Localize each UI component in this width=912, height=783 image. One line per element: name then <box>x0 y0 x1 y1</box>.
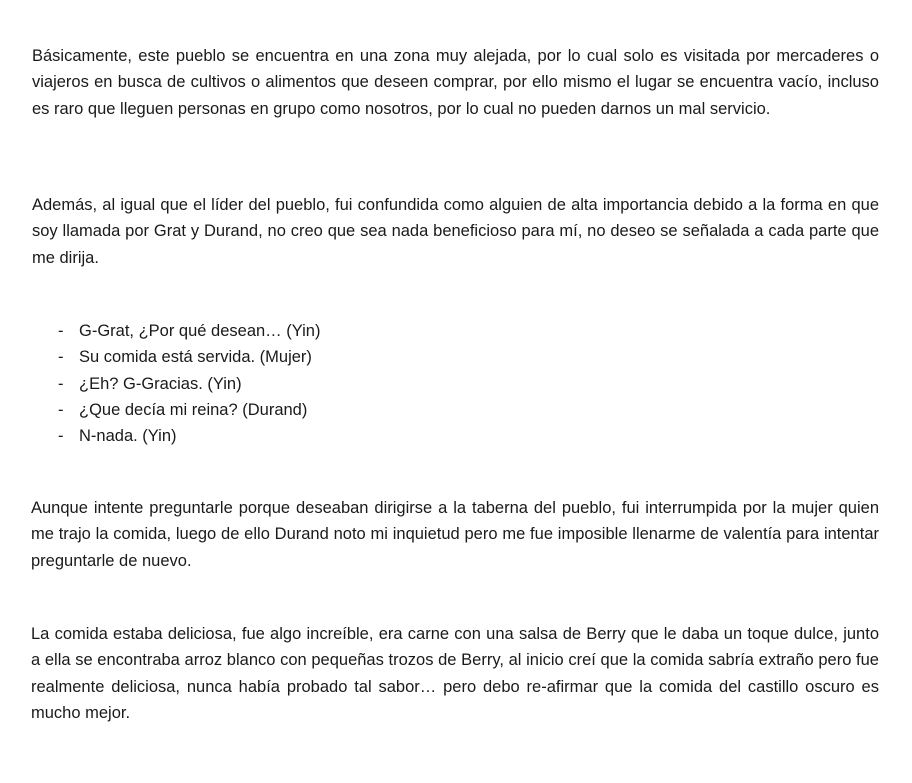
dialogue-text: ¿Eh? G-Gracias. (Yin) <box>79 374 242 393</box>
dialogue-text: N-nada. (Yin) <box>79 427 177 446</box>
dialogue-line <box>58 397 320 423</box>
dialogue-dash: - <box>58 374 64 393</box>
dialogue-line <box>58 318 320 344</box>
dialogue-dash: - <box>58 348 64 367</box>
dialogue-line <box>58 371 320 397</box>
dialogue-dash: - <box>58 427 64 446</box>
paragraph-4: La comida estaba deliciosa, fue algo increíble, era carne con una salsa de Berry que le daba un toque dulce, junto a ella se encontraba arroz blanco con pequeñas trozos de Berry, al inicio creí que la comida sabría extraño pero fue realmente deliciosa, nunca había probado tal sabor… pero debo re-afirmar que la comida del castillo oscuro es mucho mejor. <box>31 625 879 722</box>
dialogue-line <box>58 344 320 370</box>
dialogue-line <box>58 423 320 449</box>
paragraph-3: Aunque intente preguntarle porque deseaban dirigirse a la taberna del pueblo, fui interrumpida por la mujer quien me trajo la comida, luego de ello Durand noto mi inquietud pero me fue imposible llenarme de valentía para intentar preguntarle de nuevo. <box>31 499 879 570</box>
dialogue-text: ¿Que decía mi reina? (Durand) <box>79 400 308 419</box>
dialogue-list <box>58 318 320 449</box>
dialogue-dash: - <box>58 322 64 340</box>
dialogue-text: G-Grat, ¿Por qué desean… (Yin) <box>79 322 321 340</box>
paragraph-1: Básicamente, este pueblo se encuentra en una zona muy alejada, por lo cual solo es visitada por mercaderes o viajeros en busca de cultivos o alimentos que deseen comprar, por ello mismo el lugar se encuentra vacío, incluso es raro que lleguen personas en grupo como nosotros, por lo cual no pueden darnos un mal servicio. <box>32 47 879 118</box>
paragraph-2: Además, al igual que el líder del pueblo, fui confundida como alguien de alta importancia debido a la forma en que soy llamada por Grat y Durand, no creo que sea nada beneficioso para mí, no deseo se señalada a cada parte que me dirija. <box>32 196 879 267</box>
dialogue-text: Su comida está servida. (Mujer) <box>79 348 312 367</box>
dialogue-dash: - <box>58 400 64 419</box>
